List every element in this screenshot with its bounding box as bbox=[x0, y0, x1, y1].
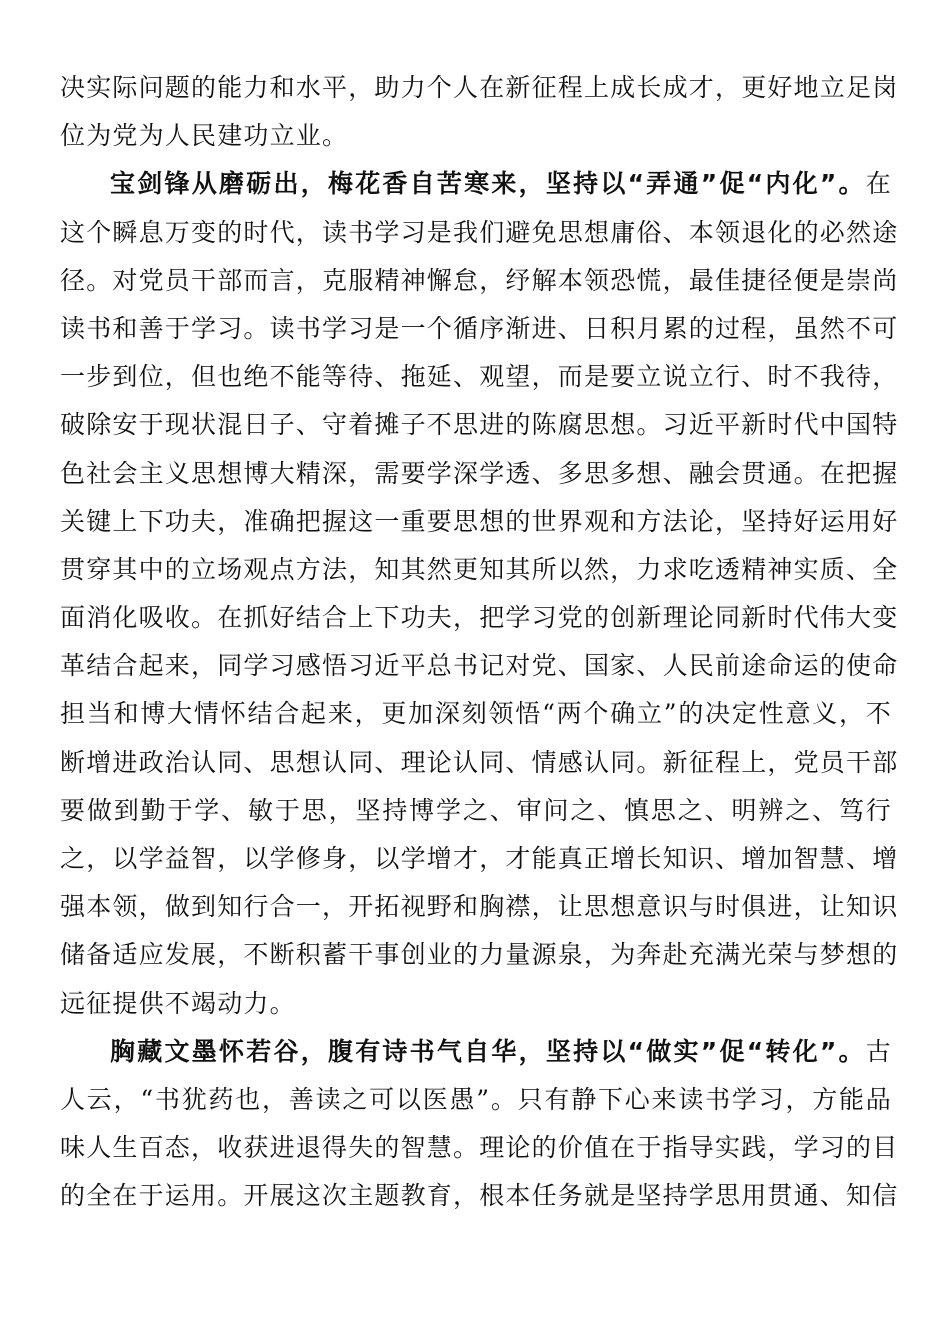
text-line: 色社会主义思想博大精深，需要学深学透、多思多想、融会贯通。在把握 bbox=[60, 458, 899, 488]
text-line: 一步到位，但也绝不能等待、拖延、观望，而是要立说立行、时不我待， bbox=[60, 362, 899, 392]
text-line: 关键上下功夫，准确把握这一重要思想的世界观和方法论，坚持好运用好 bbox=[60, 506, 899, 536]
text-fragment: 在 bbox=[865, 169, 892, 199]
text-line: 断增进政治认同、思想认同、理论认同、情感认同。新征程上，党员干部 bbox=[60, 747, 899, 777]
text-line: 远征提供不竭动力。 bbox=[60, 988, 296, 1018]
text-line: 强本领，做到知行合一，开拓视野和胸襟，让思想意识与时俱进，让知识 bbox=[60, 892, 899, 922]
text-line: 这个瞬息万变的时代，读书学习是我们避免思想庸俗、本领退化的必然途 bbox=[60, 217, 899, 247]
text-fragment: 古 bbox=[865, 1036, 892, 1066]
text-line: 决实际问题的能力和水平，助力个人在新征程上成长成才，更好地立足岗 bbox=[60, 73, 899, 102]
text-line: 破除安于现状混日子、守着摊子不思进的陈腐思想。习近平新时代中国特 bbox=[60, 410, 899, 440]
body-text bbox=[60, 64, 899, 1221]
text-line: 面消化吸收。在抓好结合上下功夫，把学习党的创新理论同新时代伟大变 bbox=[60, 603, 899, 633]
text-line: 径。对党员干部而言，克服精神懈怠，纾解本领恐慌，最佳捷径便是崇尚 bbox=[60, 265, 899, 295]
text-line: 味人生百态，收获进退得失的智慧。理论的价值在于指导实践，学习的目 bbox=[60, 1133, 899, 1163]
paragraph-first-line bbox=[60, 1028, 892, 1076]
text-line: 革结合起来，同学习感悟习近平总书记对党、国家、人民前途命运的使命 bbox=[60, 651, 899, 681]
text-line: 担当和博大情怀结合起来，更加深刻领悟“两个确立”的决定性意义，不 bbox=[60, 699, 892, 729]
text-line: 的全在于运用。开展这次主题教育，根本任务就是坚持学思用贯通、知信 bbox=[60, 1181, 899, 1211]
text-line: 读书和善于学习。读书学习是一个循序渐进、日积月累的过程，虽然不可 bbox=[60, 313, 899, 343]
section-heading: 宝剑锋从磨砺出，梅花香自苦寒来，坚持以“弄通”促“内化”。 bbox=[110, 169, 866, 199]
text-line: 要做到勤于学、敏于思，坚持博学之、审问之、慎思之、明辨之、笃行 bbox=[60, 795, 892, 825]
text-line: 人云，“书犹药也，善读之可以医愚”。只有静下心来读书学习，方能品 bbox=[60, 1084, 892, 1114]
text-line: 储备适应发展，不断积蓄干事创业的力量源泉，为奔赴充满光荣与梦想的 bbox=[60, 940, 899, 970]
paragraph-first-line bbox=[60, 160, 892, 208]
section-heading: 胸藏文墨怀若谷，腹有诗书气自华，坚持以“做实”促“转化”。 bbox=[110, 1036, 866, 1066]
text-line: 贯穿其中的立场观点方法，知其然更知其所以然，力求吃透精神实质、全 bbox=[60, 554, 899, 584]
text-line: 之，以学益智，以学修身，以学增才，才能真正增长知识、增加智慧、增 bbox=[60, 844, 899, 873]
text-line: 位为党为人民建功立业。 bbox=[60, 121, 349, 151]
